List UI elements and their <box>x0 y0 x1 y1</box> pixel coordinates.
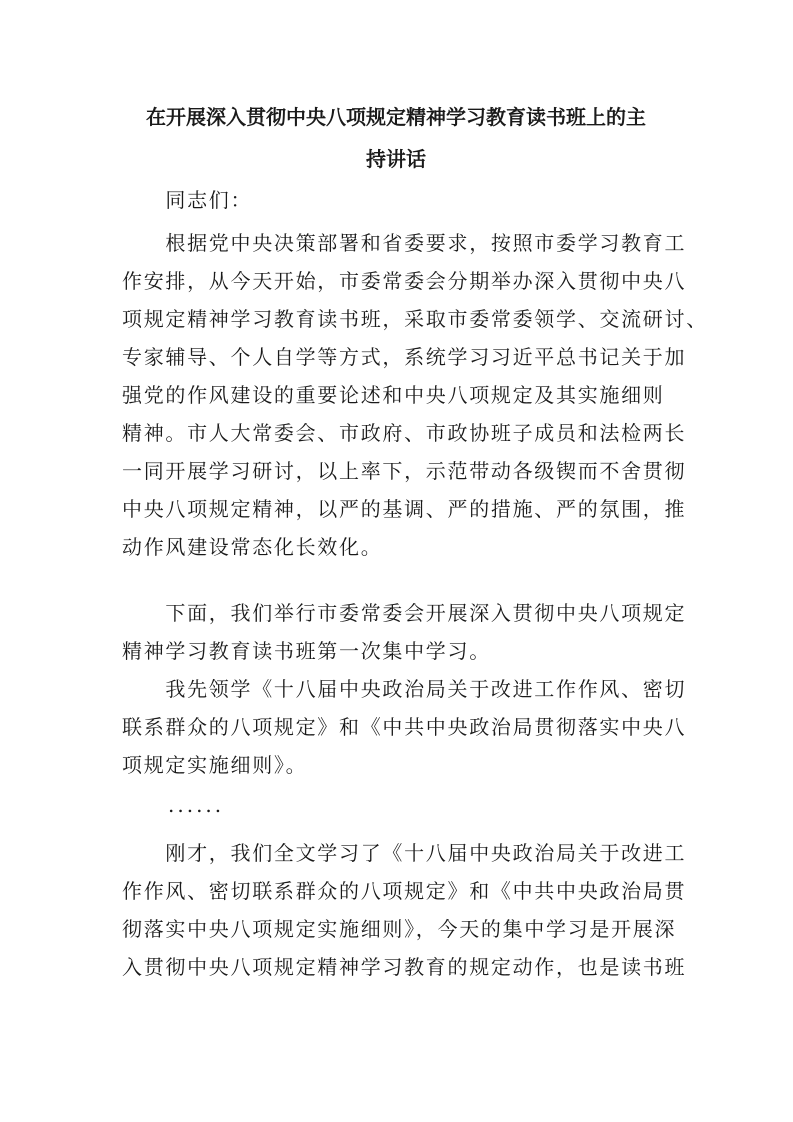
body-line: 精神学习教育读书班第一次集中学习。 <box>122 639 491 663</box>
body-line: 专家辅导、个人自学等方式，系统学习习近平总书记关于加 <box>122 345 687 369</box>
body-line: 强党的作风建设的重要论述和中央八项规定及其实施细则 <box>122 383 665 407</box>
body-line: 下面，我们举行市委常委会开展深入贯彻中央八项规定 <box>122 601 687 625</box>
body-line: 刚才，我们全文学习了《十八届中央政治局关于改进工 <box>122 841 687 865</box>
body-line: 作作风、密切联系群众的八项规定》和《中共中央政治局贯 <box>122 879 687 903</box>
body-line: 动作风建设常态化长效化。 <box>122 535 383 559</box>
body-line: 彻落实中央八项规定实施细则》，今天的集中学习是开展深 <box>122 917 677 941</box>
body-line: 根据党中央决策部署和省委要求，按照市委学习教育工 <box>122 231 687 255</box>
body-line: 同志们： <box>122 188 253 212</box>
body-line: 一同开展学习研讨，以上率下，示范带动各级锲而不舍贯彻 <box>122 459 687 483</box>
document-title <box>118 96 674 180</box>
body-line: 作安排，从今天开始，市委常委会分期举办深入贯彻中央八 <box>122 269 687 293</box>
body-line: 联系群众的八项规定》和《中共中央政治局贯彻落实中央八 <box>122 715 687 739</box>
title-line-1: 在开展深入贯彻中央八项规定精神学习教育读书班上的主 <box>146 105 646 129</box>
title-line-2: 持讲话 <box>366 147 426 171</box>
body-line: 中央八项规定精神，以严的基调、严的措施、严的氛围，推 <box>122 497 687 521</box>
body-line: 项规定实施细则》。 <box>122 753 308 777</box>
body-line: 精神。市人大常委会、市政府、市政协班子成员和法检两长 <box>122 421 687 445</box>
body-line: 我先领学《十八届中央政治局关于改进工作作风、密切 <box>122 677 687 701</box>
body-line-ellipsis: ...... <box>122 793 225 817</box>
body-line: 项规定精神学习教育读书班，采取市委常委领学、交流研讨、 <box>122 307 708 331</box>
body-line: 入贯彻中央八项规定精神学习教育的规定动作，也是读书班 <box>122 955 687 979</box>
